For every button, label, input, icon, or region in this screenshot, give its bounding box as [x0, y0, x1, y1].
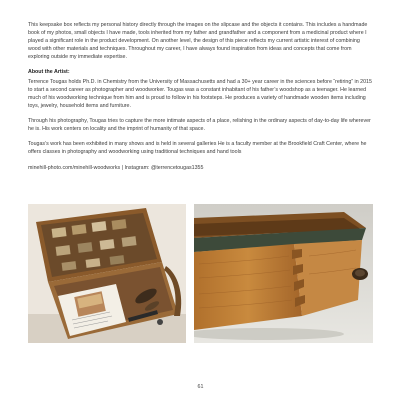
intro-paragraph: This keepsake box reflects my personal history directly through the images on the slipcase and the objects it contains. This includes a handmade book of my photos, small objects I have made, tools inherited from my father and grandfather and a component from a medicinal product where I played a significant role in the product development. On another level, the design of this piece reflects my current artistic interest of combining wood with other materials and techniques. Throughout my career, I have always found inspiration from ideas and concepts that come from exploring outside my immediate expertise. [28, 22, 368, 60]
artist-links: minehill-photo.com/minehill-woodworks | Instagram: @terrencetougas1355 [28, 164, 204, 171]
bio-paragraph-3: Tougas’s work has been exhibited in many shows and is held in several galleries He is a faculty member at the Brookfield Craft Center, where he offers classes in photography and woodworking using traditional techniques and hand tools [28, 141, 367, 156]
artist-heading: About the Artist: [28, 68, 70, 75]
dovetail-drawer-illustration [194, 204, 373, 343]
page-number: 61 [197, 384, 204, 390]
dovetail-drawer-photo [194, 204, 373, 343]
bio-paragraph-1: Terrence Tougas holds Ph.D. in Chemistry from the University of Massachusetts and had a 30+ year career in the sciences before “retiring” in 2015 to start a second career as photographer and woodworker. Tougas was a constant inhabitant of his father’s woodshop as a teenager. He learned much of his woodworking technique from him and is proud to follow in his footsteps. He produces a variety of handmade wooden items including toys, jewelry, household items and furniture. [28, 79, 372, 109]
article-text [28, 22, 373, 180]
keepsake-box-illustration [28, 204, 186, 343]
keepsake-box-photo [28, 204, 186, 343]
bio-paragraph-2: Through his photography, Tougas tries to capture the more intimate aspects of a place, relishing in the ordinary aspects of day-to-day life wherever he is. His work centers on locality and the imprint of humanity of that space. [28, 118, 371, 133]
